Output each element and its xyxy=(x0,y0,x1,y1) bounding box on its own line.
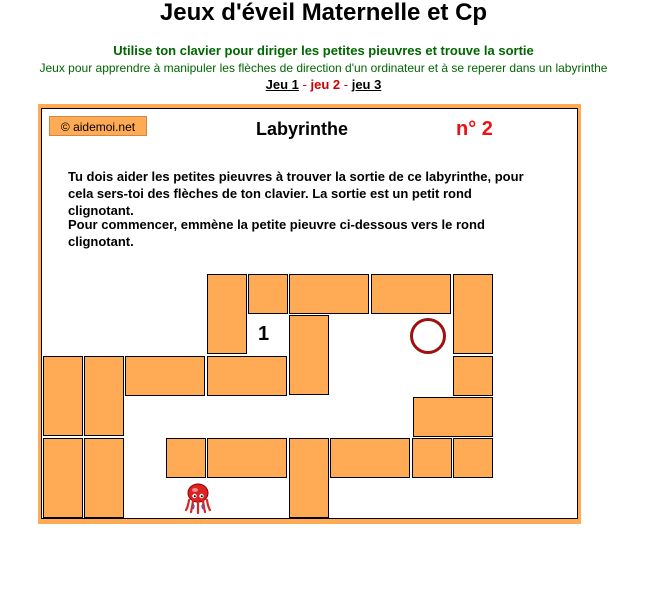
maze-wall xyxy=(453,274,493,354)
maze-wall xyxy=(289,274,369,314)
link-jeu-3[interactable]: jeu 3 xyxy=(351,77,382,92)
maze-wall xyxy=(166,438,206,478)
maze-wall xyxy=(289,438,329,518)
maze-wall xyxy=(248,274,288,314)
link-jeu-1[interactable]: Jeu 1 xyxy=(265,77,299,92)
blinking-ring-icon xyxy=(410,318,446,354)
link-separator: - xyxy=(302,77,307,92)
octopus-marker-number: 1 xyxy=(258,323,270,345)
page-subtitle: Utilise ton clavier pour diriger les petites pieuvres et trouve la sortie xyxy=(113,43,534,58)
maze-wall xyxy=(84,438,124,518)
maze-wall xyxy=(412,438,452,478)
maze-wall xyxy=(289,315,329,395)
page-description: Jeux pour apprendre à manipuler les flèches de direction d'un ordinateur et à se reperer dans un labyrinthe xyxy=(39,61,608,75)
game-title: Labyrinthe xyxy=(256,119,349,139)
maze-wall xyxy=(453,356,493,396)
maze-wall xyxy=(453,438,493,478)
start-instruction-text: Pour commencer, emmène la petite pieuvre ci-dessous vers le rond clignotant. xyxy=(68,217,485,249)
instruction-text: Tu dois aider les petites pieuvres à trouver la sortie de ce labyrinthe, pour cela sers-toi des flèches de ton clavier. La sortie est un petit rond clignotant. xyxy=(68,169,524,218)
octopus-icon[interactable] xyxy=(184,482,212,514)
maze-wall xyxy=(125,356,205,396)
level-number: n° 2 xyxy=(456,118,493,140)
maze-wall xyxy=(413,397,493,437)
maze-wall xyxy=(43,356,83,436)
maze-wall xyxy=(207,274,247,354)
maze-wall xyxy=(84,356,124,436)
maze-wall xyxy=(207,438,287,478)
maze-wall xyxy=(207,356,287,396)
maze-wall xyxy=(43,438,83,518)
link-separator: - xyxy=(343,77,349,92)
maze-wall xyxy=(371,274,451,314)
page-title: Jeux d'éveil Maternelle et Cp xyxy=(159,0,488,26)
site-link-button[interactable]: © aidemoi.net xyxy=(49,116,147,136)
link-jeu-2[interactable]: jeu 2 xyxy=(310,77,341,92)
maze-wall xyxy=(330,438,410,478)
game-links xyxy=(0,77,647,92)
